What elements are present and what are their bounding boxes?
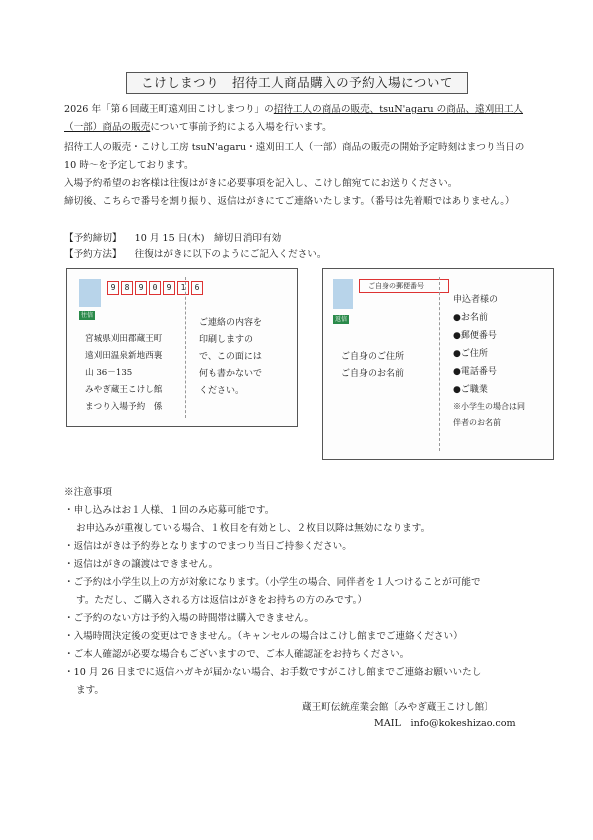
- contact-email[interactable]: MAIL info@kokeshizao.com: [374, 718, 516, 729]
- method-label: 【予約方法】: [64, 249, 122, 260]
- note-line: ・10 月 26 日までに返信ハガキが届かない場合、お手数ですがこけし館までご連絡お願いいたし: [64, 667, 482, 678]
- organization-name: 蔵王町伝統産業会館〔みやぎ蔵王こけし館〕: [302, 702, 494, 713]
- note-line: 印刷しますの: [199, 335, 254, 345]
- notes-section: [64, 484, 544, 700]
- address-line: 山 36－135: [85, 368, 133, 378]
- note-line: ・返信はがきの譲渡はできません。: [64, 559, 219, 570]
- back-side-note: [199, 315, 262, 400]
- intro-underlined-products: 招待工人の商品の販売、tsuN'agaru の商品、遠刈田工人（一部）商品の販売: [64, 104, 524, 133]
- note-line: 何も書かないで: [199, 369, 263, 379]
- reply-badge: 返信: [335, 316, 348, 323]
- page-title: こけしまつり 招待工人商品購入の予約入場について: [126, 72, 468, 94]
- zip-digit: 9: [163, 281, 175, 295]
- zip-digit: 1: [177, 281, 189, 295]
- child-note: ※小学生の場合は同: [453, 402, 525, 411]
- reply-postcard: [322, 268, 554, 460]
- address-line: まつり入場予約 係: [85, 402, 163, 412]
- address-line: 遠刈田温泉新地西裏: [85, 351, 163, 361]
- outgoing-postcard: [66, 268, 298, 427]
- list-item: ●ご職業: [453, 385, 488, 395]
- child-note: 伴者のお名前: [453, 418, 501, 427]
- zip-digit: 8: [121, 281, 133, 295]
- list-item: ●ご住所: [453, 349, 488, 359]
- deadline-value: 10 月 15 日(木) 締切日消印有効: [134, 233, 282, 244]
- list-item: ●郵便番号: [453, 331, 497, 341]
- list-item: ●お名前: [453, 313, 488, 323]
- intro-paragraph-1: [64, 101, 534, 137]
- intro-prefix: 2026 年「第６回蔵王町遠刈田こけしまつり」の: [64, 104, 274, 115]
- self-address-block: [341, 349, 404, 383]
- note-line: ・申し込みはお１人様、１回のみ応募可能です。: [64, 505, 275, 516]
- list-item: ●電話番号: [453, 367, 497, 377]
- notes-heading: ※注意事項: [64, 487, 112, 498]
- note-line: お申込みが重複している場合、１枚目を有効とし、２枚目以降は無効になります。: [76, 523, 431, 534]
- note-line: ・返信はがきは予約券となりますのでまつり当日ご持参ください。: [64, 541, 352, 552]
- self-address-line: ご自身のご住所: [341, 352, 405, 362]
- stamp-area: [333, 279, 353, 309]
- outgoing-badge: 往信: [81, 312, 94, 319]
- self-name-line: ご自身のお名前: [341, 369, 405, 379]
- fold-line: [439, 277, 440, 451]
- self-zip-label: ご自身の郵便番号: [359, 279, 449, 293]
- note-line: ・入場時間決定後の変更はできません。（キャンセルの場合はこけし館までご連絡ください）: [64, 631, 463, 642]
- recipient-address: [85, 331, 162, 416]
- note-line: す。ただし、ご購入される方は返信はがきをお持ちの方のみです。）: [76, 595, 368, 606]
- fold-line: [185, 277, 186, 418]
- address-line: 宮城県刈田郡蔵王町: [85, 334, 163, 344]
- method-row: [64, 247, 327, 263]
- note-line: ・ご本人確認が必要な場合もございますので、ご本人確認証をお持ちください。: [64, 649, 410, 660]
- zip-digit: 9: [135, 281, 147, 295]
- list-title: 申込者様の: [453, 295, 499, 305]
- note-line: ・ご予約のない方は予約入場の時間帯は購入できません。: [64, 613, 315, 624]
- intro-suffix: について事前予約による入場を行います。: [150, 122, 332, 133]
- note-line: で、この面には: [199, 352, 262, 362]
- note-line: ください。: [199, 386, 245, 396]
- note-line: ご連絡の内容を: [199, 318, 263, 328]
- intro-paragraph-2: 招待工人の販売・こけし工房 tsuN'agaru・遠刈田工人（一部）商品の販売の開始予定時刻はまつり当日の 10 時～を予定しております。: [64, 142, 525, 171]
- zip-digit: 6: [191, 281, 203, 295]
- zip-digit: 0: [149, 281, 161, 295]
- applicant-info-list: [453, 291, 525, 431]
- note-line: ます。: [76, 685, 105, 696]
- intro-paragraph-4: 締切後、こちらで番号を割り振り、返信はがきにてご連絡いたします。（番号は先着順ではありません。）: [64, 196, 515, 207]
- intro-paragraph-3: 入場予約希望のお客様は往復はがきに必要事項を記入し、こけし館宛てにお送りください。: [64, 178, 458, 189]
- method-value: 往復はがきに以下のようにご記入ください。: [134, 249, 327, 260]
- note-line: ・ご予約は小学生以上の方が対象になります。（小学生の場合、同伴者を１人つけることが可能で: [64, 577, 481, 588]
- deadline-row: [64, 231, 281, 247]
- deadline-label: 【予約締切】: [64, 233, 122, 244]
- address-line: みやぎ蔵王こけし館: [85, 385, 163, 395]
- zip-digit: 9: [107, 281, 119, 295]
- stamp-area: [79, 279, 101, 307]
- zip-code-boxes: [107, 281, 203, 295]
